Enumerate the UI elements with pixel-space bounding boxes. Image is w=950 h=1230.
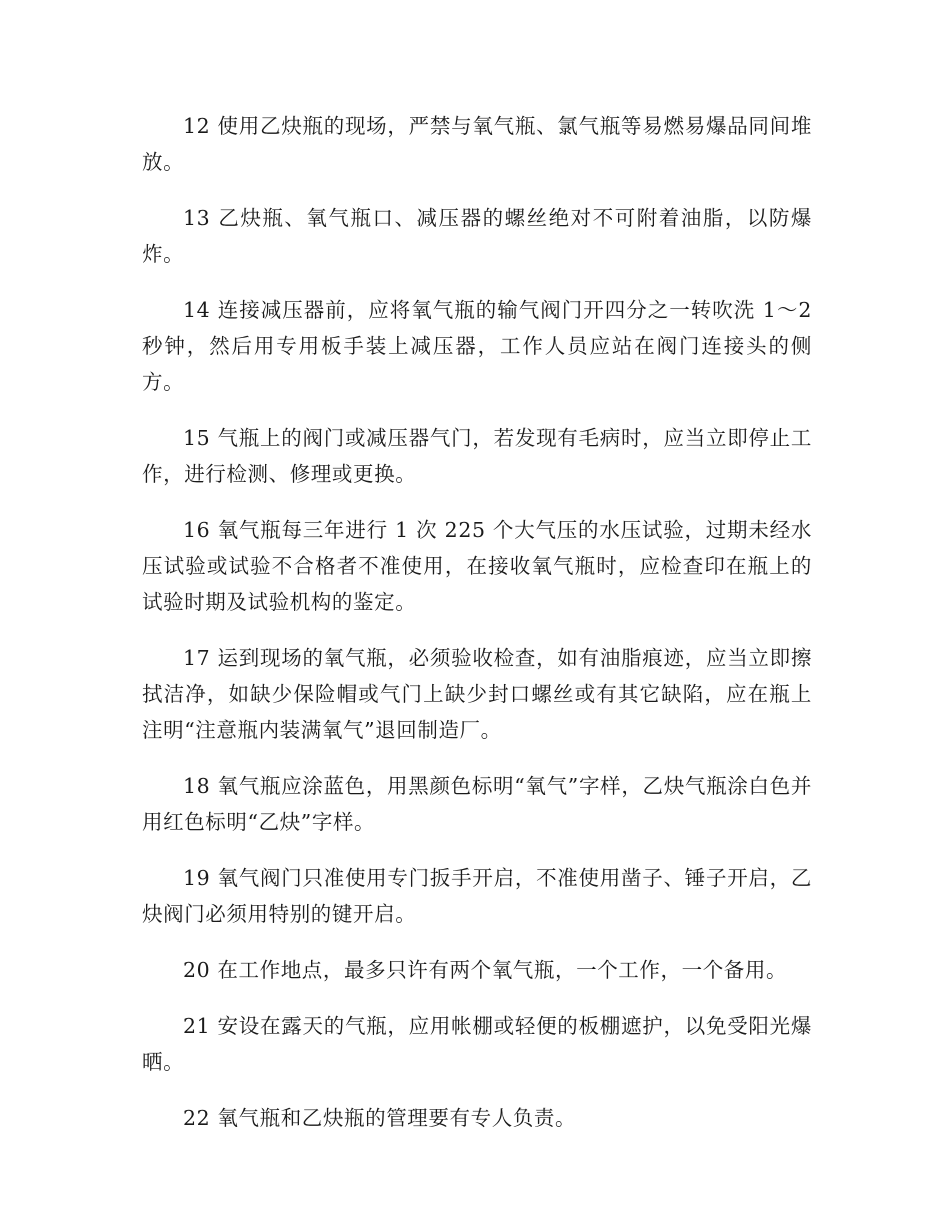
document-body — [142, 108, 812, 1156]
paragraph-rule-17: 17 运到现场的氧气瓶，必须验收检查，如有油脂痕迹，应当立即擦拭洁净，如缺少保险帽或气门上缺少封口螺丝或有其它缺陷，应在瓶上注明“注意瓶内装满氧气”退回制造厂。 — [142, 646, 812, 742]
paragraph-rule-21: 21 安设在露天的气瓶，应用帐棚或轻便的板棚遮护，以免受阳光爆晒。 — [142, 1014, 812, 1074]
paragraph-rule-19: 19 氧气阀门只准使用专门扳手开启，不准使用凿子、锤子开启，乙炔阀门必须用特别的键开启。 — [142, 866, 812, 926]
paragraph-rule-20: 20 在工作地点，最多只许有两个氧气瓶，一个工作，一个备用。 — [183, 958, 788, 982]
paragraph-rule-15: 15 气瓶上的阀门或减压器气门，若发现有毛病时，应当立即停止工作，进行检测、修理或更换。 — [142, 426, 812, 486]
paragraph-rule-13: 13 乙炔瓶、氧气瓶口、减压器的螺丝绝对不可附着油脂，以防爆炸。 — [142, 206, 812, 266]
paragraph-rule-14: 14 连接减压器前，应将氧气瓶的输气阀门开四分之一转吹洗 1～2 秒钟，然后用专用板手装上减压器，工作人员应站在阀门连接头的侧方。 — [142, 298, 812, 394]
paragraph-rule-12: 12 使用乙炔瓶的现场，严禁与氧气瓶、氯气瓶等易燃易爆品同间堆放。 — [142, 114, 812, 174]
paragraph-rule-16: 16 氧气瓶每三年进行 1 次 225 个大气压的水压试验，过期未经水压试验或试验不合格者不准使用，在接收氧气瓶时，应检查印在瓶上的试验时期及试验机构的鉴定。 — [142, 518, 812, 614]
paragraph-rule-18: 18 氧气瓶应涂蓝色，用黑颜色标明“氧气”字样，乙炔气瓶涂白色并用红色标明“乙炔”字样。 — [142, 774, 812, 834]
paragraph-rule-22: 22 氧气瓶和乙炔瓶的管理要有专人负责。 — [183, 1106, 577, 1130]
